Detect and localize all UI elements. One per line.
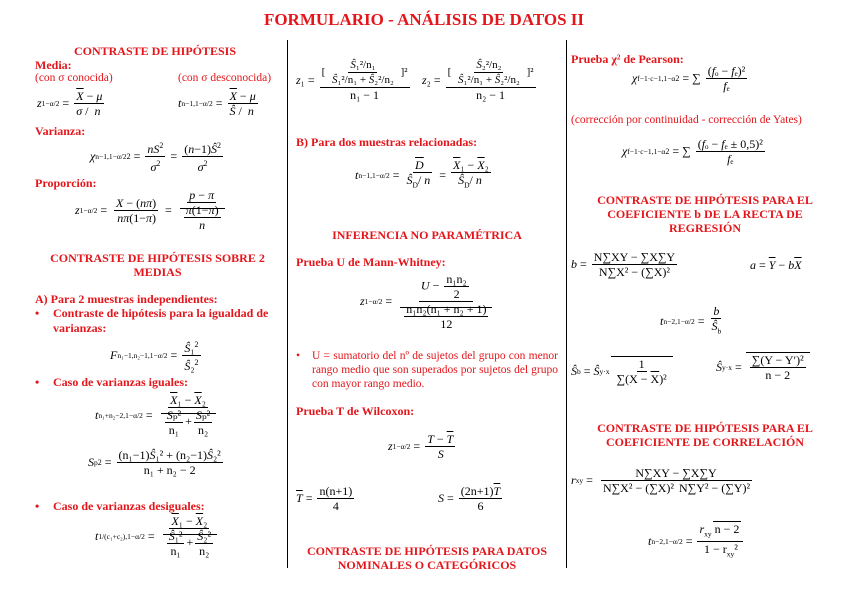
bullet-igualdad-varianzas: • Contraste de hipótesis para la igualdad de varianzas: xyxy=(35,306,269,335)
label-wilcoxon: Prueba T de Wilcoxon: xyxy=(296,404,415,418)
heading-dos-medias: CONTRASTE DE HIPÓTESIS SOBRE 2 MEDIAS xyxy=(50,251,265,279)
formula-rxy: r xy = $\frac{N\sum XY - \sum X\sum Y}{\text{N∑X² − (∑X)² N∑Y² − (∑Y)²}}$ xyxy=(571,466,751,495)
heading-coeficiente-b: CONTRASTE DE HIPÓTESIS PARA EL COEFICIENTE b DE LA RECTA DE REGRESIÓN xyxy=(597,193,813,235)
formula-t-b: t n−2,1−α/2 = $\frac{b}{Ŝ_b}$ xyxy=(660,304,722,336)
heading-correlacion: CONTRASTE DE HIPÓTESIS PARA EL COEFICIENTE DE CORRELACIÓN xyxy=(597,421,813,449)
formula-pearson: χ f−1·c−1,1−α 2 = ∑ $\frac{\text{(fₒ − fₑ)²}}{\text{fₑ}}$ xyxy=(632,64,746,93)
formula-f-varianzas: F n₁−1,n₂−1,1−α/2 = $\frac{Ŝ_1^2}{Ŝ_2^2}$ xyxy=(110,340,199,373)
bullet-varianzas-iguales: • Caso de varianzas iguales: xyxy=(35,375,188,389)
formula-proporcion: z 1−α/2 = $\frac{X - (n\pi)}{n\pi(1-\pi)}$ = $\frac{p - \pi}{\frac{\pi(1-\pi)}{n}}$ xyxy=(75,188,229,232)
label-mann-whitney: Prueba U de Mann-Whitney: xyxy=(296,255,446,269)
formula-wilcoxon-s: S = $\frac{(2n+1)\overline{T}}{6}$ xyxy=(438,484,501,513)
formula-t-relacionadas: t n−1,1−α/2 = $\frac{\overline{D}}{Ŝ_D/ n}$ = $\frac{\overline{X}_1 - \overline{X}_2}{Ŝ_D/ n}$ xyxy=(355,158,489,190)
label-varianza: Varianza: xyxy=(35,124,86,138)
label-muestras-relacionadas: B) Para dos muestras relacionadas: xyxy=(296,135,478,149)
note-u-definition: • U = sumatorio del nº de sujetos del grupo con menor rango medio que son superados por sujetos del grupo con mayor rango medio. xyxy=(296,350,558,390)
heading-datos-nominales: CONTRASTE DE HIPÓTESIS PARA DATOS NOMINALES O CATEGÓRICOS xyxy=(306,544,548,572)
formula-t-varianzas-desiguales: t 1/(c₁+c₂),1−α/2 = $\overline{X}_1 - \overline{X}_2$ $\frac{\text{Ŝ₁²}}{\text{n₁}}$ + $\frac{\text{Ŝ₂²}}{\text{n₂}}$ xyxy=(95,514,221,558)
formula-media-desconocida: t n−1,1−α/2 = $\frac{\overline{X} - \mu}{Ŝ / n}$ xyxy=(178,89,256,118)
bullet-varianzas-desiguales: • Caso de varianzas desiguales: xyxy=(35,499,205,513)
column-divider-1 xyxy=(287,40,288,568)
label-pearson: Prueba χ² de Pearson: xyxy=(571,52,684,66)
label-sigma-desconocida: (con σ desconocida) xyxy=(178,72,272,84)
formula-b: b = $\frac{N\sum XY - \sum X\sum Y}{\text{N∑X² − (∑X)²}}$ xyxy=(571,250,676,279)
label-muestras-independientes: A) Para 2 muestras independientes: xyxy=(35,292,218,306)
formula-t-r: t n−2,1−α/2 = $\frac{r_{xy} n - 2}{1 - r_{xy}^2}$ xyxy=(648,522,745,562)
formula-wilcoxon-z: z 1−α/2 = $\frac{T - \overline{T}}{S}$ xyxy=(388,432,454,461)
column-divider-2 xyxy=(566,40,567,568)
formula-z1: z ₁ = [ $\frac{\text{Ŝ₁²/n₁}}{\text{Ŝ₁²/n₁ + Ŝ₂²/n₂}}$ ]² n₁ − 1 xyxy=(296,59,408,102)
formula-z2: z ₂ = [ $\frac{\text{Ŝ₂²/n₂}}{\text{Ŝ₁²/n₁ + Ŝ₂²/n₂}}$ ]² n₂ − 1 xyxy=(422,59,534,102)
formula-a: a = $\overline{Y}$ − b $\overline{X}$ xyxy=(750,258,802,272)
formula-varianza: χ n−1,1−α/2 2 = $\frac{nS^2}{\sigma^2}$ = $\frac{(n-1)Ŝ^2}{\sigma^2}$ xyxy=(90,141,221,174)
formula-yates: χ f−1·c−1,1−α 2 = ∑ $\frac{\text{(fₒ − fₑ ± 0,5)²}}{\text{fₑ}}$ xyxy=(622,137,763,166)
formula-mann-whitney: z 1−α/2 = U − $\frac{\text{n₁n₂}}{2}$ $\frac{\text{n₁n₂(n₁ + n₂ + 1)}}{12}$ xyxy=(360,272,496,331)
formula-t-varianzas-iguales: t n₁+n₂−2,1−α/2 = $\overline{X}_1 - \overline{X}_2$ $\frac{\text{Sₚ²}}{\text{n₁}}$ + $\frac{\text{Sₚ²}}{\text{n₂}}$ xyxy=(95,393,220,437)
formula-sb: Ŝ b = Ŝ y·x $\frac{1}{\sum(X - \overline{X})^2}$ xyxy=(571,356,673,386)
label-proporcion: Proporción: xyxy=(35,176,97,190)
label-sigma-conocida: (con σ conocida) xyxy=(35,72,113,84)
formula-wilcoxon-tmean: $\overline{T}$ = $\frac{n(n+1)}{4}$ xyxy=(296,484,353,513)
note-yates: (corrección por continuidad - corrección de Yates) xyxy=(571,114,802,126)
label-media: Media: xyxy=(35,58,72,72)
formula-syx: Ŝ y·x = $\frac{\text{∑(Y − Y′)²}}{n - 2}$ xyxy=(716,352,810,382)
formula-varianza-combinada: S p 2 = $\frac{\text{(n₁−1)Ŝ₁² + (n₂−1)Ŝ₂²}}{\text{n₁ + n₂ − 2}}$ xyxy=(88,448,221,477)
formula-media-conocida: z 1−α/2 = $\frac{\overline{X} - \mu}{\sigma / n}$ xyxy=(37,89,103,118)
heading-contraste-hipotesis: CONTRASTE DE HIPÓTESIS xyxy=(73,44,237,58)
page-title: FORMULARIO - ANÁLISIS DE DATOS II xyxy=(263,10,585,29)
heading-no-parametrica: INFERENCIA NO PARAMÉTRICA xyxy=(332,228,522,242)
